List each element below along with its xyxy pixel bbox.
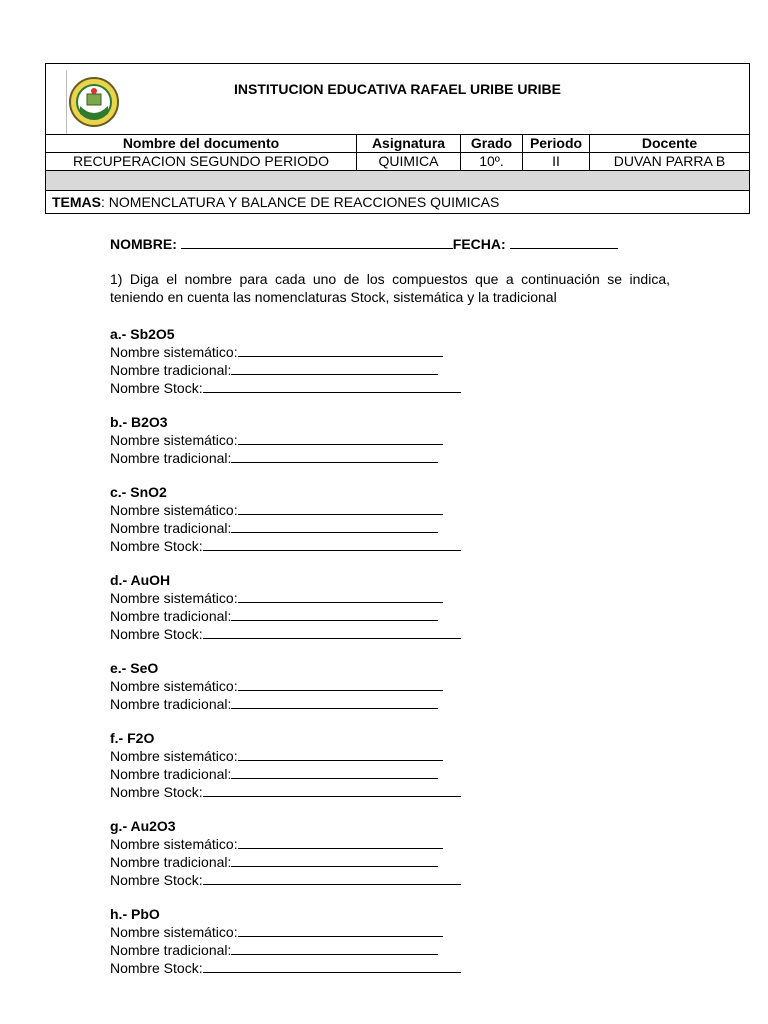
tradicional-answer-field[interactable] (231, 520, 438, 533)
column-header: Asignatura (357, 135, 461, 153)
table-header-row (46, 135, 750, 153)
field-label: Nombre sistemático: (110, 748, 238, 764)
field-label: Nombre Stock: (110, 380, 203, 396)
sistematico-answer-field[interactable] (238, 432, 443, 445)
answer-row (110, 923, 670, 941)
tradicional-answer-field[interactable] (231, 942, 438, 955)
list-item (110, 905, 670, 977)
tradicional-answer-field[interactable] (231, 854, 438, 867)
answer-row (110, 343, 670, 361)
answer-row (110, 871, 670, 889)
answer-row (110, 695, 670, 713)
column-header: Grado (461, 135, 523, 153)
table-gray-row (46, 171, 750, 191)
worksheet-body (110, 236, 670, 993)
table-cell: II (523, 153, 590, 171)
list-item (110, 413, 670, 467)
answer-row (110, 379, 670, 397)
stock-answer-field[interactable] (203, 784, 461, 797)
sistematico-answer-field[interactable] (238, 748, 443, 761)
tradicional-answer-field[interactable] (231, 696, 438, 709)
table-row (46, 153, 750, 171)
list-item (110, 729, 670, 801)
temas-line (52, 194, 499, 210)
column-header: Periodo (523, 135, 590, 153)
field-label: Nombre tradicional: (110, 942, 232, 958)
compound-title: d.- AuOH (110, 572, 171, 588)
field-label: Nombre tradicional: (110, 854, 232, 870)
fecha-label: FECHA: (452, 236, 506, 252)
field-label: Nombre Stock: (110, 872, 203, 888)
name-date-line (110, 236, 670, 252)
stock-answer-field[interactable] (203, 960, 461, 973)
stock-answer-field[interactable] (203, 626, 461, 639)
field-label: Nombre tradicional: (110, 696, 232, 712)
compound-title: b.- B2O3 (110, 414, 168, 430)
fecha-field[interactable] (510, 236, 618, 249)
field-label: Nombre Stock: (110, 960, 203, 976)
answer-row (110, 607, 670, 625)
column-header: Docente (590, 135, 750, 153)
field-label: Nombre tradicional: (110, 520, 232, 536)
field-label: Nombre sistemático: (110, 432, 238, 448)
table-cell (46, 171, 750, 191)
sistematico-answer-field[interactable] (238, 836, 443, 849)
tradicional-answer-field[interactable] (231, 362, 438, 375)
field-label: Nombre sistemático: (110, 678, 238, 694)
stock-answer-field[interactable] (203, 538, 461, 551)
sistematico-answer-field[interactable] (238, 924, 443, 937)
table-cell: 10º. (461, 153, 523, 171)
question-text: 1) Diga el nombre para cada uno de los compuestos que a continuación se indica, teniendo en cuenta las nomenclaturas Stock, sistemática y la tradicional (110, 271, 670, 305)
field-label: Nombre tradicional: (110, 608, 232, 624)
answer-row (110, 361, 670, 379)
answer-row (110, 835, 670, 853)
sistematico-answer-field[interactable] (238, 502, 443, 515)
answer-row (110, 537, 670, 555)
document-info-table (45, 134, 750, 191)
answer-row (110, 783, 670, 801)
field-label: Nombre sistemático: (110, 590, 238, 606)
compound-title: h.- PbO (110, 906, 160, 922)
field-label: Nombre sistemático: (110, 836, 238, 852)
answer-row (110, 501, 670, 519)
answer-row (110, 747, 670, 765)
compound-title: c.- SnO2 (110, 484, 167, 500)
compound-title: e.- SeO (110, 660, 159, 676)
nombre-label: NOMBRE: (110, 236, 177, 252)
sistematico-answer-field[interactable] (238, 678, 443, 691)
list-item (110, 571, 670, 643)
answer-row (110, 519, 670, 537)
field-label: Nombre tradicional: (110, 450, 232, 466)
field-label: Nombre tradicional: (110, 766, 232, 782)
field-label: Nombre sistemático: (110, 924, 238, 940)
answer-row (110, 941, 670, 959)
field-label: Nombre Stock: (110, 784, 203, 800)
list-item (110, 325, 670, 397)
answer-row (110, 677, 670, 695)
compound-title: g.- Au2O3 (110, 818, 176, 834)
compound-list (110, 325, 670, 977)
field-label: Nombre Stock: (110, 626, 203, 642)
document-header (45, 63, 750, 214)
stock-answer-field[interactable] (203, 380, 461, 393)
tradicional-answer-field[interactable] (231, 608, 438, 621)
temas-value: : NOMENCLATURA Y BALANCE DE REACCIONES QUIMICAS (101, 194, 500, 210)
answer-row (110, 431, 670, 449)
answer-row (110, 765, 670, 783)
sistematico-answer-field[interactable] (238, 590, 443, 603)
tradicional-answer-field[interactable] (231, 766, 438, 779)
institution-name: INSTITUCION EDUCATIVA RAFAEL URIBE URIBE (234, 81, 561, 97)
sistematico-answer-field[interactable] (238, 344, 443, 357)
field-label: Nombre Stock: (110, 538, 203, 554)
temas-label: TEMAS (52, 194, 101, 210)
list-item (110, 817, 670, 889)
list-item (110, 659, 670, 713)
field-label: Nombre sistemático: (110, 344, 238, 360)
compound-title: a.- Sb2O5 (110, 326, 175, 342)
logo-divider (66, 70, 67, 134)
tradicional-answer-field[interactable] (231, 450, 438, 463)
column-header: Nombre del documento (46, 135, 357, 153)
table-cell: QUIMICA (357, 153, 461, 171)
answer-row (110, 625, 670, 643)
stock-answer-field[interactable] (203, 872, 461, 885)
list-item (110, 483, 670, 555)
table-cell: DUVAN PARRA B (590, 153, 750, 171)
answer-row (110, 853, 670, 871)
compound-title: f.- F2O (110, 730, 155, 746)
table-cell: RECUPERACION SEGUNDO PERIODO (46, 153, 357, 171)
nombre-field[interactable] (181, 236, 453, 249)
answer-row (110, 449, 670, 467)
field-label: Nombre tradicional: (110, 362, 232, 378)
answer-row (110, 589, 670, 607)
answer-row (110, 959, 670, 977)
field-label: Nombre sistemático: (110, 502, 238, 518)
